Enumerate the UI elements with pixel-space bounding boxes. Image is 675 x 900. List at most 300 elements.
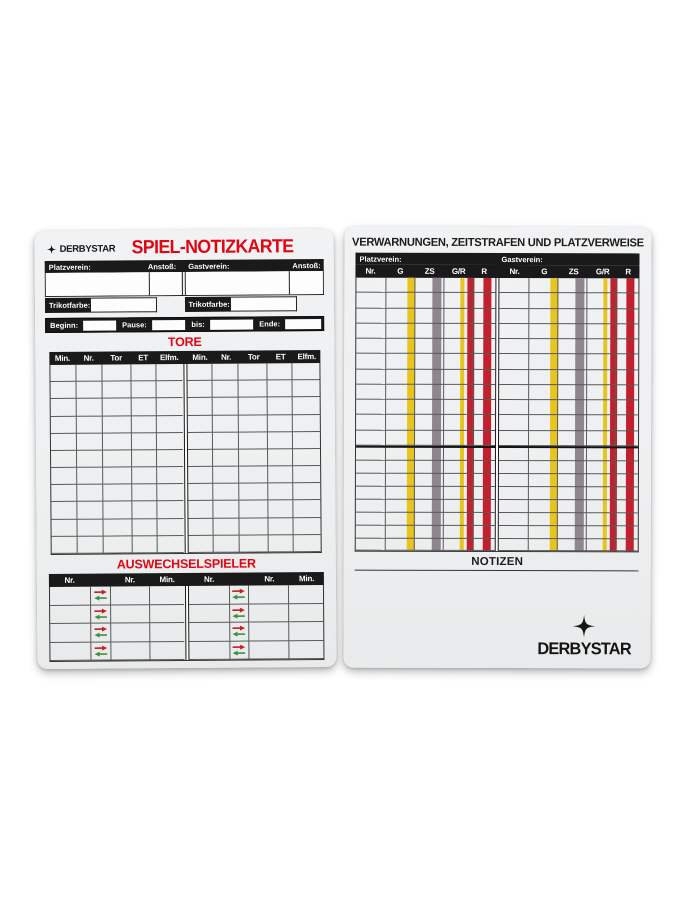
cards-cell: [473, 431, 495, 446]
trikotfarbe-home-write-box: [91, 297, 157, 312]
tore-cell: [269, 501, 294, 518]
cards-column-label: R: [481, 266, 488, 276]
cards-cell: [499, 415, 529, 430]
tore-cell: [268, 380, 293, 397]
cards-cell: [473, 415, 495, 430]
home-team-bar: [355, 253, 497, 265]
cards-cell: [499, 400, 529, 415]
pause-label: Pause:: [122, 320, 147, 330]
cards-cell: [558, 293, 587, 308]
cards-cell: [616, 309, 638, 324]
auswechsel-cell: [150, 605, 184, 624]
tore-cell: [188, 484, 214, 501]
cards-cell: [558, 339, 587, 354]
cards-cell: [529, 385, 558, 400]
tore-cell: [77, 399, 103, 416]
cards-cell: [445, 324, 474, 339]
auswechsel-cell: [189, 641, 230, 660]
auswechsel-cell: [289, 585, 323, 604]
tore-column-label: Tor: [247, 352, 260, 362]
tore-cell: [157, 519, 184, 536]
tore-cell: [268, 363, 293, 380]
cards-cell: [444, 415, 473, 430]
cards-cell: [386, 308, 415, 323]
cards-cell: [473, 339, 495, 354]
cards-cell: [499, 354, 529, 369]
tore-cell: [268, 466, 293, 483]
pause-write-box: [152, 319, 186, 329]
cards-cell: [616, 324, 638, 339]
cards-cell: [356, 512, 386, 525]
cards-cell: [473, 354, 495, 369]
cards-cell: [529, 339, 558, 354]
ende-field: [255, 317, 323, 330]
cards-cell: [529, 474, 558, 487]
auswechsel-column-label: Nr.: [203, 574, 215, 584]
tore-cell: [51, 382, 77, 399]
auswechsel-header-guest: [188, 572, 324, 586]
cards-cell: [558, 449, 587, 462]
cards-cell: [529, 461, 558, 474]
auswechsel-cell: [50, 642, 91, 661]
tore-cell: [51, 433, 77, 450]
auswechsel-cell: [91, 624, 111, 643]
cards-cell: [499, 461, 529, 474]
tore-cell: [239, 363, 268, 380]
cards-cell: [415, 278, 444, 293]
cards-cell: [616, 385, 638, 400]
tore-cell: [187, 364, 213, 381]
guest-team-bar: [497, 253, 639, 265]
cards-cell: [356, 538, 386, 551]
tore-cell: [50, 365, 76, 382]
cards-cell: [386, 430, 415, 445]
tore-column-label: Min.: [192, 352, 208, 362]
tore-cell: [103, 450, 132, 467]
tore-cell: [51, 519, 77, 536]
pause-field: [118, 318, 187, 331]
cards-grid-guest: [499, 278, 639, 552]
cards-cell: [587, 400, 616, 415]
cards-cell: [616, 487, 638, 500]
auswechsel-cell: [150, 586, 184, 605]
cards-cell: [499, 370, 529, 385]
tore-cell: [51, 451, 77, 468]
tore-cell: [102, 364, 131, 381]
tore-cell: [77, 519, 103, 536]
tore-cell: [77, 468, 103, 485]
tore-grid: [49, 363, 321, 555]
tore-cell: [156, 416, 183, 433]
cards-column-label: G/R: [451, 266, 466, 276]
cards-cell: [356, 430, 386, 445]
cards-cell: [587, 355, 616, 370]
cards-cell: [529, 416, 558, 431]
tore-cell: [52, 537, 78, 554]
cards-cell: [444, 369, 473, 384]
cards-cell: [356, 461, 386, 474]
tore-cell: [188, 467, 214, 484]
cards-cell: [444, 400, 473, 415]
cards-cell: [415, 293, 444, 308]
tore-cell: [77, 450, 103, 467]
player-out-arrow-icon: [232, 644, 247, 649]
tore-cell: [239, 415, 268, 432]
cards-cell: [587, 431, 616, 446]
anstoss-guest-label: Anstoß:: [292, 260, 321, 270]
gastverein-label: Gastverein:: [188, 261, 230, 271]
cards-cell: [473, 461, 495, 474]
cards-cell: [499, 474, 529, 487]
player-out-arrow-icon: [93, 645, 108, 650]
tore-column-label: Elfm.: [297, 352, 317, 362]
cards-column-label: Nr.: [509, 267, 520, 277]
tore-cell: [214, 518, 240, 535]
tore-cell: [132, 519, 157, 536]
cards-cell: [529, 487, 558, 500]
cards-cell: [529, 278, 558, 293]
auswechsel-grid-guest: [188, 585, 323, 660]
auswechsel-cell: [249, 641, 289, 660]
tore-cell: [131, 364, 156, 381]
tore-cell: [239, 398, 268, 415]
tore-cell: [78, 536, 104, 553]
tore-cell: [102, 382, 131, 399]
tore-cell: [156, 433, 183, 450]
tore-column-label: Tor: [110, 353, 123, 363]
cards-cell: [415, 525, 444, 538]
cards-cell: [558, 431, 587, 446]
cards-cell: [473, 385, 495, 400]
cards-cell: [587, 474, 616, 487]
cards-cell: [529, 293, 558, 308]
cards-cell: [499, 339, 529, 354]
tore-column-label: Min.: [54, 353, 71, 363]
trikotfarbe-row: [45, 296, 324, 313]
cards-cell: [473, 448, 495, 461]
cards-cell: [558, 309, 587, 324]
tore-cell: [132, 484, 157, 501]
auswechsel-cell: [111, 623, 151, 642]
cards-cell: [415, 400, 444, 415]
auswechsel-cell: [50, 587, 91, 606]
player-in-arrow-icon: [231, 613, 246, 618]
cards-column-label: ZS: [424, 266, 435, 276]
cards-cell: [444, 431, 473, 446]
cards-cell: [499, 539, 529, 552]
tore-cell: [293, 501, 320, 518]
cards-cell: [356, 308, 386, 323]
cards-cell: [499, 385, 529, 400]
cards-cell: [616, 370, 638, 385]
cards-cell: [444, 526, 473, 539]
player-out-arrow-icon: [232, 626, 247, 631]
cards-cell: [616, 339, 638, 354]
cards-cell: [587, 500, 616, 513]
cards-column-header: [355, 265, 639, 279]
tore-column-label: Elfm.: [159, 353, 179, 363]
cards-header-home: [355, 265, 495, 278]
cards-cell: [444, 513, 473, 526]
cards-cell: [386, 500, 415, 513]
auswechsel-column-label: Min.: [298, 574, 315, 584]
cards-cell: [587, 462, 616, 475]
cards-cell: [616, 355, 638, 370]
cards-cell: [473, 324, 495, 339]
cards-cell: [615, 539, 637, 552]
auswechsel-column-label: [230, 573, 250, 586]
tore-cell: [188, 518, 214, 535]
player-out-arrow-icon: [93, 590, 108, 595]
anstoss-home-label: Anstoß:: [147, 261, 177, 271]
brand-name: DERBYSTAR: [537, 639, 631, 659]
cards-grid-home: [356, 278, 496, 552]
player-in-arrow-icon: [93, 633, 108, 638]
tore-cell: [103, 519, 132, 536]
cards-cell: [587, 539, 616, 552]
tore-cell: [131, 381, 156, 398]
tore-grid-guest: [187, 363, 321, 553]
cards-header-guest: [499, 265, 639, 278]
cards-cell: [444, 354, 473, 369]
auswechsel-grid-home: [50, 586, 185, 661]
beginn-label: Beginn:: [50, 320, 79, 330]
tore-cell: [131, 416, 156, 433]
cards-cell: [415, 385, 444, 400]
tore-cell: [188, 536, 214, 553]
tore-cell: [187, 433, 213, 450]
cards-cell: [616, 513, 638, 526]
tore-cell: [213, 381, 239, 398]
verwarnungen-card: [343, 227, 651, 669]
cards-cell: [356, 354, 386, 369]
cards-cell: [386, 339, 415, 354]
cards-cell: [616, 500, 638, 513]
halftime-divider-line: [356, 446, 495, 449]
tore-cell: [213, 415, 239, 432]
trikotfarbe-home: [45, 297, 185, 313]
cards-cell: [444, 448, 473, 461]
halftime-divider-line: [499, 446, 638, 449]
cards-cell: [386, 324, 415, 339]
cards-cell: [386, 400, 415, 415]
tore-cell: [156, 398, 183, 415]
tore-column-label: Nr.: [83, 353, 94, 363]
tore-cell: [77, 416, 103, 433]
guest-team-bar: [184, 259, 324, 272]
tore-cell: [103, 485, 132, 502]
cards-cell: [587, 513, 616, 526]
tore-cell: [76, 382, 102, 399]
tore-cell: [103, 467, 132, 484]
cards-cell: [529, 526, 558, 539]
tore-cell: [103, 433, 132, 450]
auswechsel-cell: [249, 622, 289, 641]
cards-cell: [499, 448, 529, 461]
cards-cell: [529, 370, 558, 385]
cards-cell: [356, 448, 386, 461]
auswechsel-cell: [230, 604, 250, 623]
tore-cell: [157, 450, 184, 467]
match-times-row: [45, 316, 324, 333]
tore-cell: [269, 535, 294, 552]
cards-cell: [587, 526, 616, 539]
anstoss-guest-write-box: [289, 271, 323, 294]
tore-column-label: Nr.: [221, 352, 232, 362]
auswechsel-column-label: Nr.: [124, 575, 135, 585]
cards-cell: [499, 293, 529, 308]
auswechsel-cell: [189, 604, 230, 623]
anstoss-home-write-box: [149, 272, 182, 295]
cards-cell: [472, 538, 494, 551]
cards-cell: [558, 474, 587, 487]
auswechsel-cell: [110, 586, 150, 605]
cards-cell: [499, 500, 529, 513]
tore-cell: [268, 415, 293, 432]
cards-cell: [615, 526, 637, 539]
cards-cell: [415, 415, 444, 430]
cards-cell: [444, 500, 473, 513]
tore-cell: [239, 432, 268, 449]
auswechsel-column-label: Nr.: [64, 575, 75, 585]
auswechsel-cell: [289, 641, 323, 660]
tore-cell: [51, 399, 77, 416]
ende-write-box: [285, 319, 321, 329]
tore-cell: [214, 484, 240, 501]
cards-cell: [356, 278, 386, 293]
tore-cell: [156, 381, 183, 398]
tore-cell: [268, 398, 293, 415]
auswechsel-cell: [249, 604, 289, 623]
cards-cell: [499, 278, 529, 293]
cards-cell: [356, 385, 386, 400]
cards-cell: [499, 324, 529, 339]
cards-cell: [616, 278, 638, 293]
auswechsel-cell: [289, 622, 323, 641]
trikotfarbe-guest-label: Trikotfarbe:: [184, 297, 230, 312]
tore-cell: [157, 467, 184, 484]
tore-cell: [240, 501, 269, 518]
tore-cell: [77, 485, 103, 502]
tore-cell: [132, 467, 157, 484]
tore-cell: [187, 381, 213, 398]
first-half-grid: [499, 278, 638, 446]
cards-cell: [386, 415, 415, 430]
tore-cell: [157, 501, 184, 518]
cards-cell: [616, 462, 638, 475]
cards-cell: [616, 431, 638, 446]
cards-cell: [386, 278, 415, 293]
auswechsel-cell: [230, 623, 250, 642]
cards-cell: [415, 474, 444, 487]
cards-cell: [356, 369, 386, 384]
player-in-arrow-icon: [93, 614, 108, 619]
tore-cell: [103, 502, 132, 519]
tore-cell: [187, 398, 213, 415]
cards-cell: [444, 339, 473, 354]
tore-cell: [77, 433, 103, 450]
cards-cell: [616, 400, 638, 415]
tore-cell: [240, 467, 269, 484]
cards-cell: [356, 323, 386, 338]
auswechsel-cell: [189, 623, 230, 642]
player-in-arrow-icon: [93, 596, 108, 601]
cards-cell: [529, 448, 558, 461]
tore-cell: [268, 449, 293, 466]
cards-cell: [356, 293, 386, 308]
cards-cell: [386, 354, 415, 369]
cards-cell: [616, 474, 638, 487]
four-pointed-star-icon: [47, 243, 57, 254]
cards-cell: [558, 500, 587, 513]
tore-cell: [293, 432, 320, 449]
cards-cell: [415, 324, 444, 339]
tore-section-title: TORE: [167, 334, 202, 350]
cards-cell: [415, 369, 444, 384]
cards-cell: [415, 448, 444, 461]
cards-cell: [558, 278, 587, 293]
brand-name: DERBYSTAR: [59, 242, 116, 255]
auswechsel-cell: [50, 605, 91, 624]
right-card-title: VERWARNUNGEN, ZEITSTRAFEN UND PLATZVERWEISE: [352, 236, 644, 250]
beginn-write-box: [83, 320, 116, 330]
cards-column-label: G: [397, 266, 404, 276]
cards-cell: [415, 461, 444, 474]
tore-cell: [293, 380, 320, 397]
tore-cell: [156, 364, 183, 381]
auswechsel-cell: [229, 586, 249, 605]
cards-cell: [473, 370, 495, 385]
cards-cell: [356, 400, 386, 415]
tore-cell: [51, 416, 77, 433]
cards-cell: [558, 513, 587, 526]
cards-cell: [587, 339, 616, 354]
tore-cell: [157, 536, 184, 553]
cards-cell: [415, 431, 444, 446]
cards-cell: [386, 474, 415, 487]
tore-cell: [293, 466, 320, 483]
cards-cell: [588, 294, 617, 309]
team-name-boxes: [45, 271, 324, 297]
tore-cell: [294, 535, 321, 552]
cards-cell: [415, 487, 444, 500]
cards-cell: [529, 513, 558, 526]
tore-header-home: [49, 351, 183, 365]
ende-label: Ende:: [259, 319, 281, 329]
cards-cell: [588, 324, 617, 339]
auswechsel-cell: [91, 605, 111, 624]
cards-cell: [588, 309, 617, 324]
cards-cell: [587, 449, 616, 462]
cards-cell: [473, 293, 495, 308]
cards-column-label: G: [541, 267, 548, 277]
player-out-arrow-icon: [93, 608, 108, 613]
auswechsel-cell: [111, 605, 151, 624]
player-out-arrow-icon: [93, 627, 108, 632]
cards-cell: [529, 309, 558, 324]
cards-cell: [444, 487, 473, 500]
tore-cell: [213, 398, 239, 415]
auswechsel-cell: [289, 604, 323, 623]
player-in-arrow-icon: [231, 595, 246, 600]
cards-cell: [473, 487, 495, 500]
cards-cell: [529, 400, 558, 415]
cards-cell: [616, 449, 638, 462]
cards-cell: [356, 339, 386, 354]
cards-column-label: G/R: [595, 267, 610, 277]
home-team-bar: [45, 260, 185, 273]
tore-cell: [268, 432, 293, 449]
